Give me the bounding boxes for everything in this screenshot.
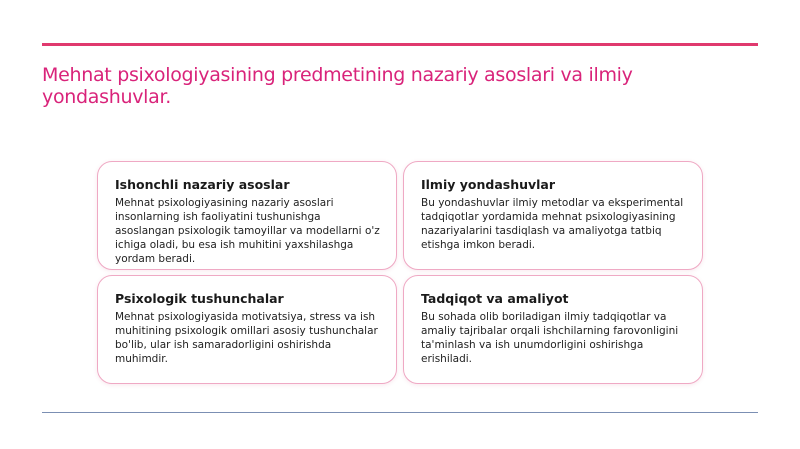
card-psychological-concepts <box>97 275 397 384</box>
card-text: Mehnat psixologiyasining nazariy asoslari insonlarning ish faoliyatini tushunishga asoslangan psixologik tamoyillar va modellarni o'z ichiga oladi, bu esa ish muhitini yaxshilashga yordam beradi. <box>115 197 380 265</box>
card-text: Bu sohada olib boriladigan ilmiy tadqiqotlar va amaliy tajribalar orqali ishchilarning farovonligini ta'minlash va ish unumdorligini oshirishga erishiladi. <box>421 311 679 365</box>
card-title: Tadqiqot va amaliyot <box>421 291 569 306</box>
bottom-rule <box>42 412 758 413</box>
card-scientific-approaches <box>403 161 703 270</box>
card-research-and-practice <box>403 275 703 384</box>
slide-title: Mehnat psixologiyasining predmetining nazariy asoslari va ilmiy yondashuvlar. <box>42 64 633 108</box>
card-text: Mehnat psixologiyasida motivatsiya, stress va ish muhitining psixologik omillari asosiy tushunchalar bo'lib, ular ish samaradorligini oshirishda muhimdir. <box>115 311 378 365</box>
card-title: Ishonchli nazariy asoslar <box>115 177 290 192</box>
card-reliable-theoretical-foundations <box>97 161 397 270</box>
card-title: Ilmiy yondashuvlar <box>421 177 556 192</box>
card-title: Psixologik tushunchalar <box>115 291 284 306</box>
top-accent-rule <box>42 43 758 46</box>
card-text: Bu yondashuvlar ilmiy metodlar va eksperimental tadqiqotlar yordamida mehnat psixologiyasining nazariyalarini tasdiqlash va amaliyotga tatbiq etishga imkon beradi. <box>421 197 684 251</box>
